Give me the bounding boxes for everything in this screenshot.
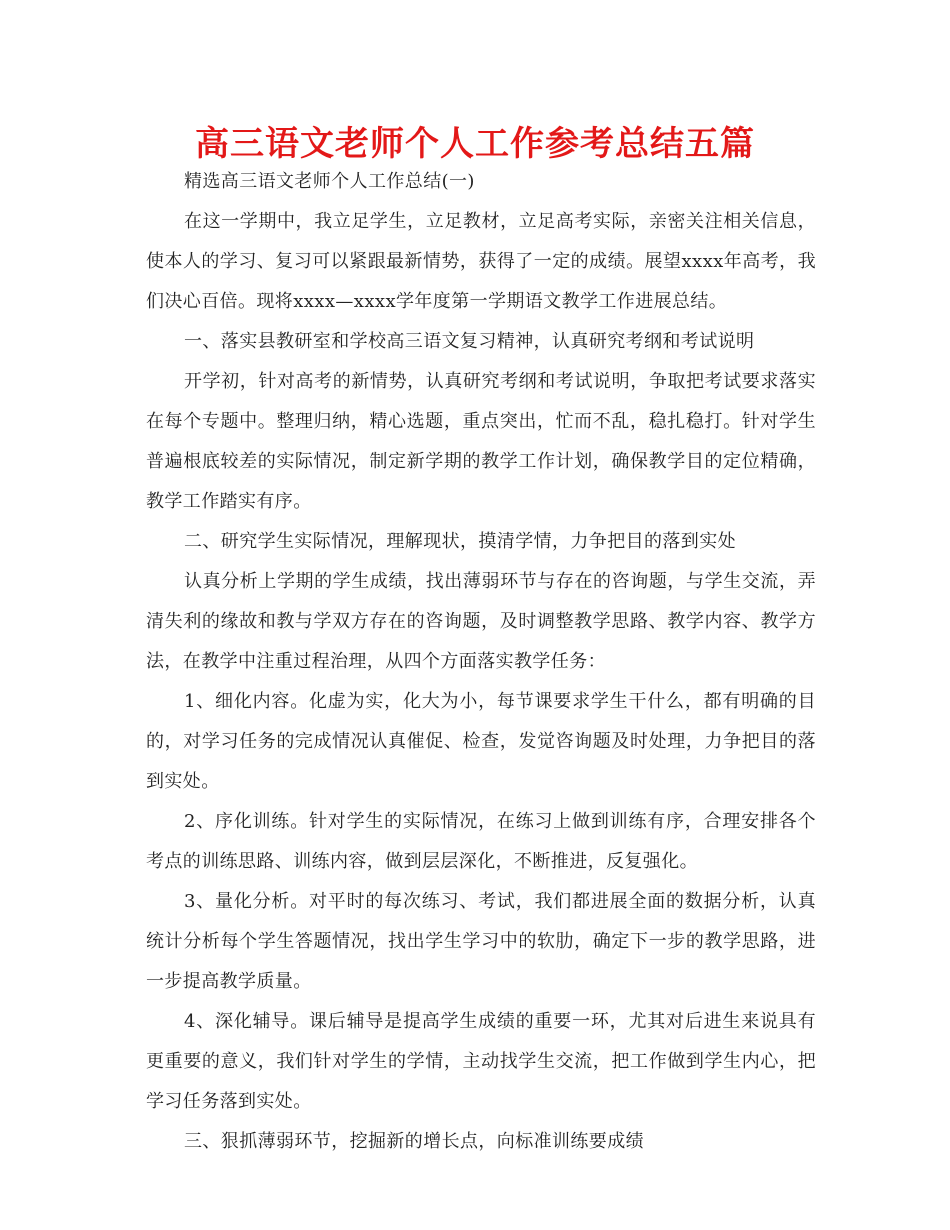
section-heading-1: 一、落实县教研室和学校高三语文复习精神，认真研究考纲和考试说明 xyxy=(184,331,755,352)
paragraph-intro: 在这一学期中，我立足学生，立足教材，立足高考实际，亲密关注相关信息，使本人的学习、复习可以紧跟最新情势，获得了一定的成绩。展望xxxx年高考，我们决心百倍。现将xxxx—xxxx学年度第一学期语文教学工作进展总结。 xyxy=(146,211,816,312)
paragraph: 开学初，针对高考的新情势，认真研究考纲和考试说明，争取把考试要求落实在每个专题中。整理归纳，精心选题，重点突出，忙而不乱，稳扎稳打。针对学生普遍根底较差的实际情况，制定新学期的教学工作计划，确保教学目的定位精确，教学工作踏实有序。 xyxy=(146,371,816,512)
list-item: 1、细化内容。化虚为实，化大为小，每节课要求学生干什么，都有明确的目的，对学习任务的完成情况认真催促、检查，发觉咨询题及时处理，力争把目的落到实处。 xyxy=(146,691,816,792)
paragraph: 认真分析上学期的学生成绩，找出薄弱环节与存在的咨询题，与学生交流，弄清失利的缘故和教与学双方存在的咨询题，及时调整教学思路、教学内容、教学方法，在教学中注重过程治理，从四个方面落实教学任务： xyxy=(146,571,816,672)
document-body xyxy=(146,162,816,1162)
list-item: 2、序化训练。针对学生的实际情况，在练习上做到训练有序，合理安排各个考点的训练思路、训练内容，做到层层深化，不断推进，反复强化。 xyxy=(146,811,816,872)
list-item: 4、深化辅导。课后辅导是提高学生成绩的重要一环，尤其对后进生来说具有更重要的意义，我们针对学生的学情，主动找学生交流，把工作做到学生内心，把学习任务落到实处。 xyxy=(146,1011,816,1112)
list-item: 3、量化分析。对平时的每次练习、考试，我们都进展全面的数据分析，认真统计分析每个学生答题情况，找出学生学习中的软肋，确定下一步的教学思路，进一步提高教学质量。 xyxy=(146,891,816,992)
section-heading-2: 二、研究学生实际情况，理解现状，摸清学情，力争把目的落到实处 xyxy=(184,531,736,552)
section-heading-3: 三、狠抓薄弱环节，挖掘新的增长点，向标准训练要成绩 xyxy=(184,1131,644,1152)
document-title: 高三语文老师个人工作参考总结五篇 xyxy=(195,124,755,164)
paragraph-subtitle: 精选高三语文老师个人工作总结(一) xyxy=(184,171,475,192)
